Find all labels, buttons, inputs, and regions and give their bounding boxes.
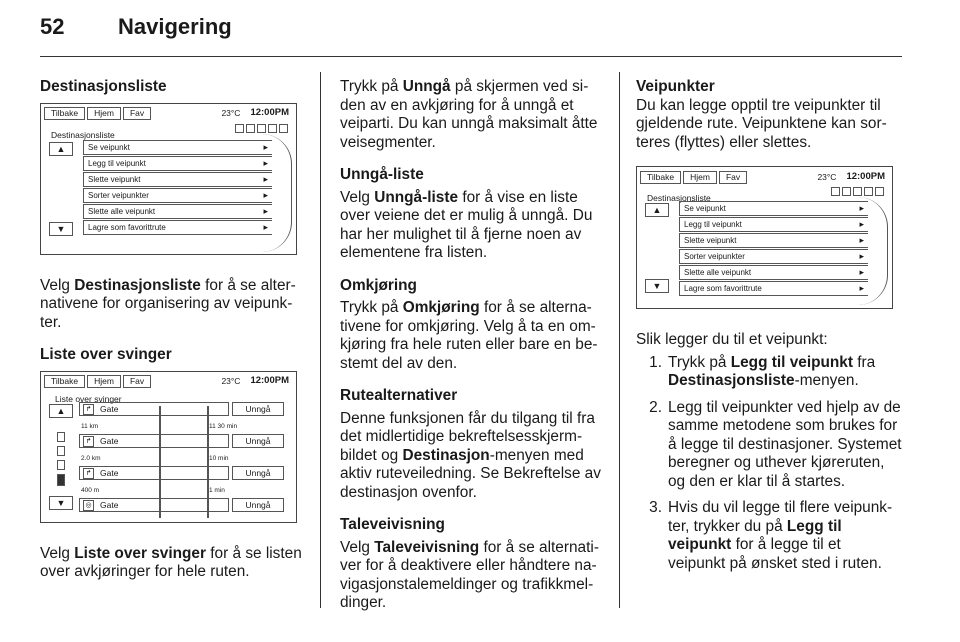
tab-fav: Fav [719,171,747,184]
tab-back: Tilbake [44,375,85,388]
tab-fav: Fav [123,107,151,120]
section-heading: Destinasjonsliste [40,78,167,95]
road-name: ↱ Gate [79,402,229,416]
clock: 12:00PM [846,170,885,182]
road-name: ↱ Gate [79,434,229,448]
screen-label: Destinasjonsliste [51,129,115,140]
temperature: 23°C [817,171,837,182]
page-header [40,14,232,50]
scroll-down-icon: ▼ [49,222,73,236]
tab-back: Tilbake [640,171,681,184]
status-icons [831,187,884,196]
list-item: Sorter veipunkter ▸ [679,249,868,264]
duration: 10 min [209,454,229,462]
section-heading: Rutealternativer [340,387,458,404]
distance: 11 km [81,422,99,430]
temperature: 23°C [221,108,241,119]
duration: 11 30 min [209,422,238,430]
scroll-up-icon: ▲ [645,203,669,217]
menu-list [679,201,868,297]
duration: 1 min [209,486,225,494]
scroll-down-icon: ▼ [645,279,669,293]
section-heading: Unngå-liste [340,166,424,183]
turn-icon: ↱ [83,468,94,479]
screen-label: Liste over svinger [55,393,122,404]
paragraph: Trykk på Unngå på skjermen ved siden av en avkjøring for å unngå et veiparti. Du kan unngå maksimalt åtte veisegmenter. [340,78,598,151]
turn-icon: ↱ [83,404,94,415]
column-2 [340,78,604,627]
paragraph: Du kan legge opptil tre veipunkter til gjeldende rute. Veipunktene kan sorteres (flyttes) eller slettes. [636,96,887,151]
list-item: Se veipunkt ▸ [83,140,272,155]
list-item: Legg til veipunkt ▸ [679,217,868,232]
column-divider [320,72,321,608]
list-item: Slette alle veipunkt ▸ [679,265,868,280]
tab-fav: Fav [123,375,151,388]
road-name: ↱ Gate [79,466,229,480]
scroll-up-icon: ▲ [49,404,73,418]
avoid-button: Unngå [232,434,284,448]
screen-topbar [44,107,293,121]
paragraph: Velg Unngå-liste for å vise en liste over veiene det er mulig å unngå. Du har her mulighet til å fjerne noen av elementene fra listen. [340,188,593,261]
list-item: Legg til veipunkt ▸ [83,156,272,171]
tab-back: Tilbake [44,107,85,120]
tab-home: Hjem [87,375,121,388]
paragraph: Velg Taleveivisning for å se alternativer for å deaktivere eller håndtere navigasjonstalemeldinger og trafikkmeldinger. [340,538,599,611]
destination-list-screen [40,103,297,255]
paragraph: Trykk på Omkjøring for å se alternativene for omkjøring. Velg å ta en omkjøring fra hele ruten eller bare en bestemt del av den. [340,299,598,372]
list-item: 1. Trykk på Legg til veipunkt fra Destinasjonsliste-menyen. [649,353,876,389]
paragraph: Slik legger du til et veipunkt: [636,331,828,348]
destination-icon: ◎ [83,500,94,511]
tab-home: Hjem [683,171,717,184]
list-item: Lagre som favorittrute ▸ [679,281,868,296]
turn-icon: ↱ [83,436,94,447]
screen-topbar [44,375,293,389]
distance: 2.0 km [81,454,101,462]
list-item: 2. Legg til veipunkter ved hjelp av de samme metodene som brukes for å legge til destinasjoner. Systemet beregner og uthever kjøreruten, og den er klar til å startes. [649,398,902,490]
menu-list [83,140,272,236]
header-rule [40,56,902,57]
column-divider [619,72,620,608]
status-icons [235,124,288,133]
tab-home: Hjem [87,107,121,120]
paragraph: Velg Liste over svinger for å se listen over avkjøringer for hele ruten. [40,544,302,580]
screen-topbar [640,170,889,184]
distance: 400 m [81,486,100,494]
steps-list [640,354,902,574]
section-heading: Veipunkter [636,78,715,95]
avoid-button: Unngå [232,466,284,480]
column-1 [40,78,302,596]
turn-row [79,434,288,464]
list-item: Lagre som favorittrute ▸ [83,220,272,235]
section-heading: Liste over svinger [40,346,172,363]
turn-row [79,498,288,528]
road-name: ◎ Gate [79,498,229,512]
temperature: 23°C [221,376,241,387]
list-item: Slette alle veipunkt ▸ [83,204,272,219]
avoid-button: Unngå [232,402,284,416]
turn-list-screen [40,371,297,523]
screen-curve [262,134,292,252]
screen-label: Destinasjonsliste [647,193,711,203]
destination-list-screen [636,166,893,309]
page-number: 52 [40,14,65,39]
screen-curve [858,197,888,305]
clock: 12:00PM [250,107,289,119]
section-heading: Omkjøring [340,276,417,294]
scrollbar [51,432,71,492]
avoid-button: Unngå [232,498,284,512]
page-title: Navigering [118,14,232,39]
clock: 12:00PM [250,375,289,387]
list-item: Sorter veipunkter ▸ [83,188,272,203]
list-item: Slette veipunkt ▸ [679,233,868,248]
paragraph: Velg Destinasjonsliste for å se alternativene for organisering av veipunkter. [40,276,296,331]
list-item: 3. Hvis du vil legge til flere veipunkter, trykker du på Legg til veipunkt for å legge til et veipunkt på ønsket sted i ruten. [649,499,893,572]
scroll-down-icon: ▼ [49,496,73,510]
list-item: Slette veipunkt ▸ [83,172,272,187]
column-3 [636,78,902,581]
paragraph: Denne funksjonen får du tilgang til fra det midlertidige bekreftelsesskjermbildet og Destinasjon-menyen med aktiv ruteveiledning. Se Bekreftelse av destinasjon ovenfor. [340,409,601,501]
list-item: Se veipunkt ▸ [679,201,868,216]
scroll-up-icon: ▲ [49,142,73,156]
turn-row [79,402,288,432]
turn-row [79,466,288,496]
section-heading: Taleveivisning [340,516,445,533]
